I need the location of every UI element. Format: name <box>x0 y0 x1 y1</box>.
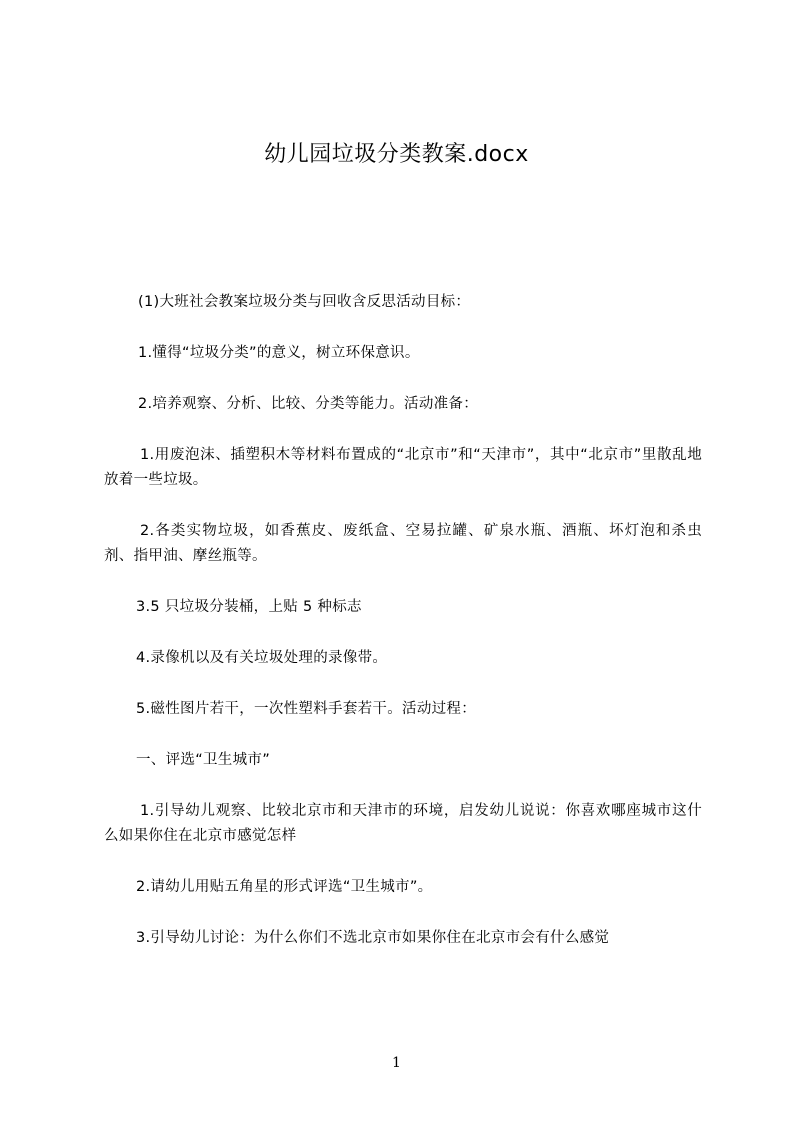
paragraph-prep-2: 2.各类实物垃圾，如香蕉皮、废纸盒、空易拉罐、矿泉水瓶、酒瓶、坏灯泡和杀虫剂、指甲油、摩丝瓶等。 <box>104 523 702 564</box>
paragraph-process-1: 1.引导幼儿观察、比较北京市和天津市的环境，启发幼儿说说：你喜欢哪座城市这什么如果你住在北京市感觉怎样 <box>104 803 702 844</box>
paragraph-goal-1: 1.懂得“垃圾分类”的意义，树立环保意识。 <box>138 345 420 361</box>
document-body <box>104 290 702 977</box>
section-heading-1: 一、评选“卫生城市” <box>136 752 271 768</box>
paragraph-process-3: 3.引导幼儿讨论：为什么你们不选北京市如果你住在北京市会有什么感觉 <box>136 930 610 946</box>
paragraph-goal-2: 2.培养观察、分析、比较、分类等能力。活动准备： <box>138 396 479 412</box>
paragraph-activity-goal: (1)大班社会教案垃圾分类与回收含反思活动目标： <box>138 294 471 310</box>
paragraph-prep-1: 1.用废泡沫、插塑积木等材料布置成的“北京市”和“天津市”，其中“北京市”里散乱地放着一些垃圾。 <box>104 447 702 488</box>
paragraph-prep-4: 4.录像机以及有关垃圾处理的录像带。 <box>136 650 388 666</box>
paragraph-prep-5: 5.磁性图片若干，一次性塑料手套若干。活动过程： <box>136 701 477 717</box>
paragraph-prep-3: 3.5 只垃圾分装桶，上贴 5 种标志 <box>136 599 362 615</box>
document-title: 幼儿园垃圾分类教案.docx <box>264 142 529 167</box>
paragraph-process-2: 2.请幼儿用贴五角星的形式评选“卫生城市”。 <box>136 879 433 895</box>
page-number: 1 <box>392 1055 401 1071</box>
